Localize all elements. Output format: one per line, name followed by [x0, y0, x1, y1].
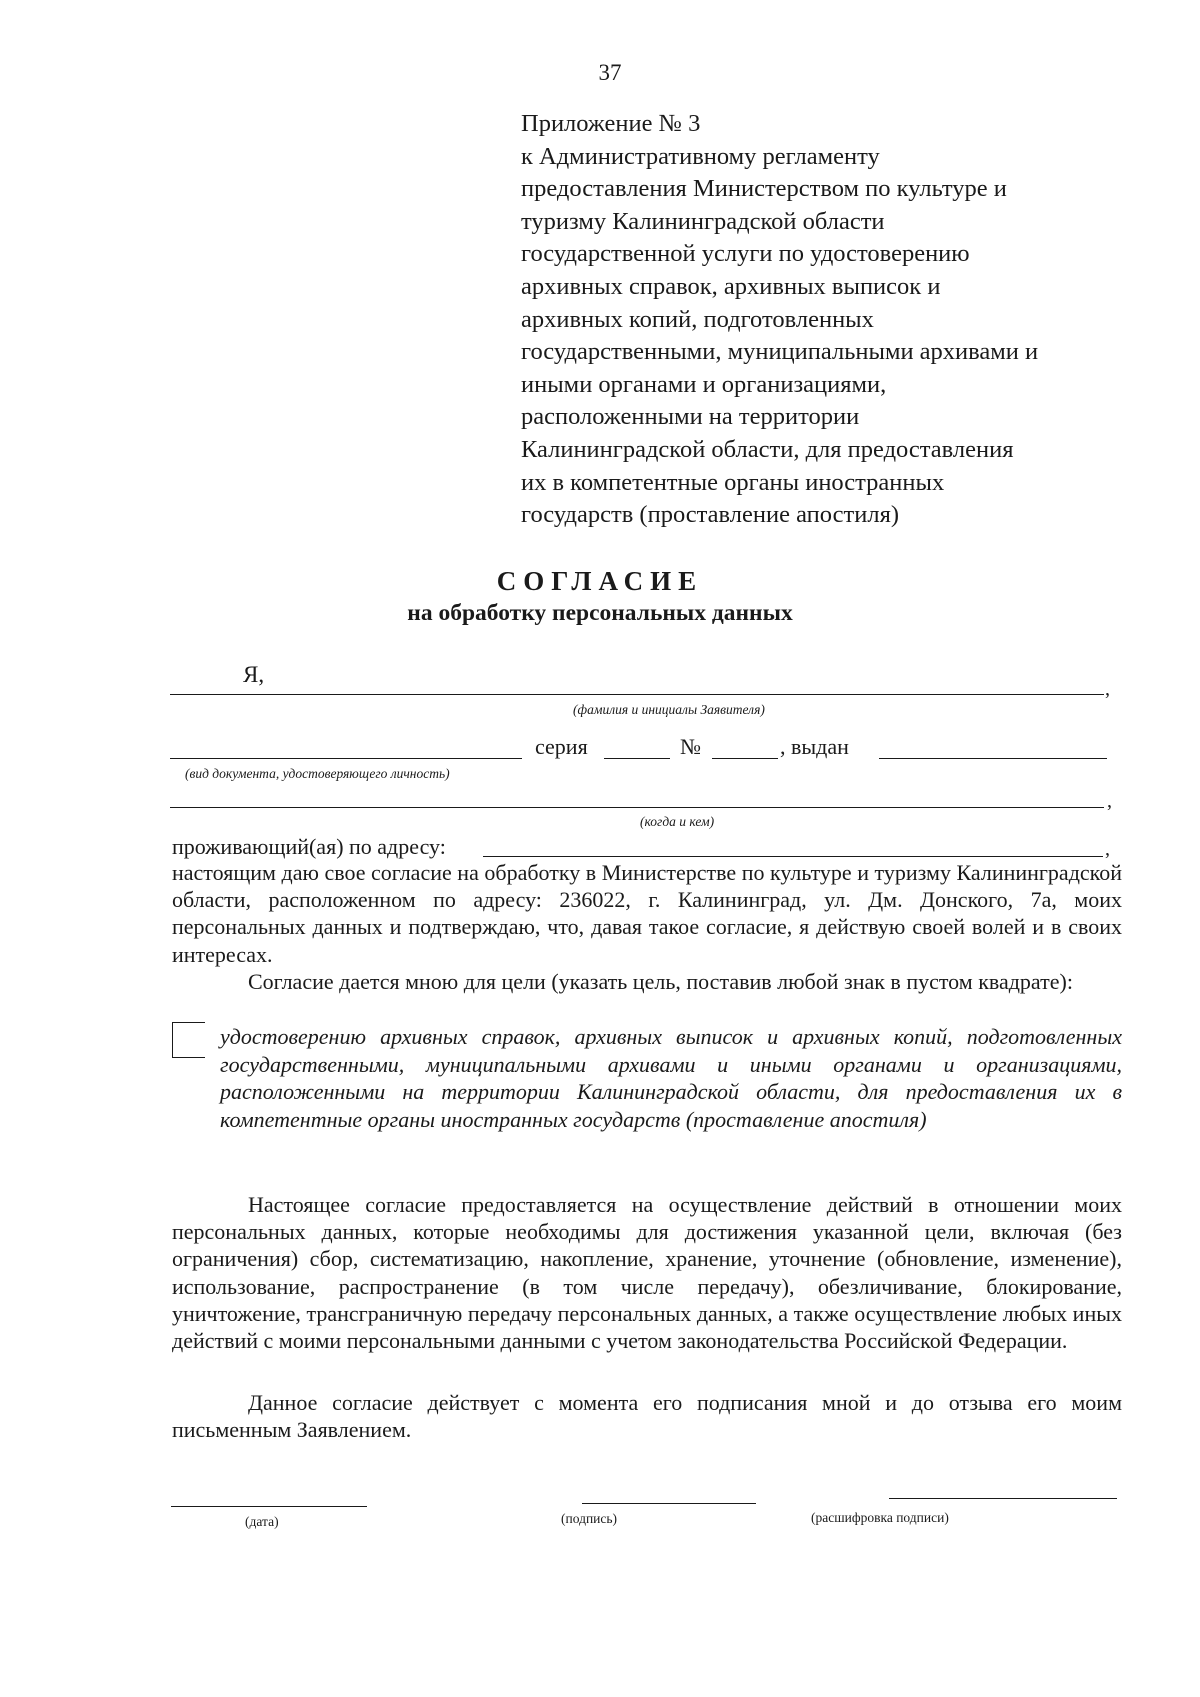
date-field-line[interactable] [171, 1506, 367, 1507]
date-hint: (дата) [245, 1514, 279, 1529]
purpose-option-text: удостоверению архивных справок, архивных выписок и архивных копий, подготовленных государственными, муниципальными архивами и иными органами и организациями, расположенными на территории Калининградской области, для предоставления их в компетентные органы иностранных государств (проставление апостиля) [220, 1024, 1122, 1132]
appendix-header [521, 108, 1141, 532]
comma: , [1107, 790, 1112, 812]
consent-paragraph: настоящим даю свое согласие на обработку в Министерстве по культуре и туризму Калининградской области, расположенном по адресу: 236022, г. Калининград, ул. Дм. Донского, 7а, моих персональных данных и подтверждаю, что, давая такое согласие, я действую своей волей и в своих интересах. [172, 860, 1122, 967]
purpose-checkbox[interactable] [172, 1022, 205, 1058]
number-field-line[interactable] [712, 758, 778, 759]
issued-field-line[interactable] [879, 758, 1107, 759]
purpose-paragraph: Согласие дается мною для цели (указать цель, поставив любой знак в пустом квадрате): [248, 969, 1073, 994]
fio-field-line[interactable] [170, 694, 1104, 695]
document-type-field-line[interactable] [170, 758, 522, 759]
comma: , [1105, 678, 1110, 700]
document-title: СОГЛАСИЕ [496, 566, 704, 596]
address-label: проживающий(ая) по адресу: [172, 834, 446, 859]
appendix-line: архивных справок, архивных выписок и [521, 272, 941, 300]
actions-paragraph: Настоящее согласие предоставляется на осуществление действий в отношении моих персональных данных, которые необходимы для достижения указанной цели, включая (без ограничения) сбор, систематизацию, накопление, хранение, уточнение (обновление, изменение), использование, распространение (в том числе передачу), обезличивание, блокирование, уничтожение, трансграничную передачу персональных данных, а также осуществление любых иных действий с моими персональными данными с учетом законодательства Российской Федерации. [172, 1192, 1122, 1354]
appendix-line: иными органами и организациями, [521, 370, 887, 398]
signature-field-line[interactable] [582, 1503, 756, 1504]
appendix-line: предоставления Министерством по культуре и [521, 175, 1007, 203]
appendix-line: туризму Калининградской области [521, 207, 885, 235]
decoding-field-line[interactable] [889, 1498, 1117, 1499]
validity-paragraph: Данное согласие действует с момента его подписания мной и до отзыва его моим письменным Заявлением. [172, 1390, 1122, 1443]
hint-when: (когда и кем) [640, 814, 715, 829]
series-label: серия [535, 734, 588, 759]
issued-label: , выдан [780, 734, 849, 759]
decoding-hint: (расшифровка подписи) [811, 1510, 949, 1525]
signature-hint: (подпись) [561, 1511, 618, 1526]
hint-document: (вид документа, удостоверяющего личность) [185, 766, 450, 781]
page-number: 37 [598, 60, 622, 85]
appendix-line: государств (проставление апостиля) [521, 501, 899, 529]
comma: , [1105, 838, 1110, 860]
appendix-line: к Административному регламенту [521, 142, 880, 170]
number-label: № [680, 734, 701, 759]
appendix-line: расположенными на территории [521, 403, 860, 431]
appendix-line: Калининградской области, для предоставления [521, 435, 1014, 463]
ya-label: Я, [243, 662, 265, 687]
address-field-line[interactable] [483, 856, 1103, 857]
hint-fio: (фамилия и инициалы Заявителя) [573, 702, 765, 717]
series-field-line[interactable] [604, 758, 670, 759]
issued-by-field-line[interactable] [170, 807, 1104, 808]
appendix-line: государственной услуги по удостоверению [521, 240, 970, 268]
appendix-line: Приложение № 3 [521, 110, 701, 137]
document-subtitle: на обработку персональных данных [407, 600, 793, 626]
appendix-line: архивных копий, подготовленных [521, 305, 874, 333]
appendix-line: государственными, муниципальными архивами и [521, 338, 1039, 366]
appendix-line: их в компетентные органы иностранных [521, 468, 945, 496]
